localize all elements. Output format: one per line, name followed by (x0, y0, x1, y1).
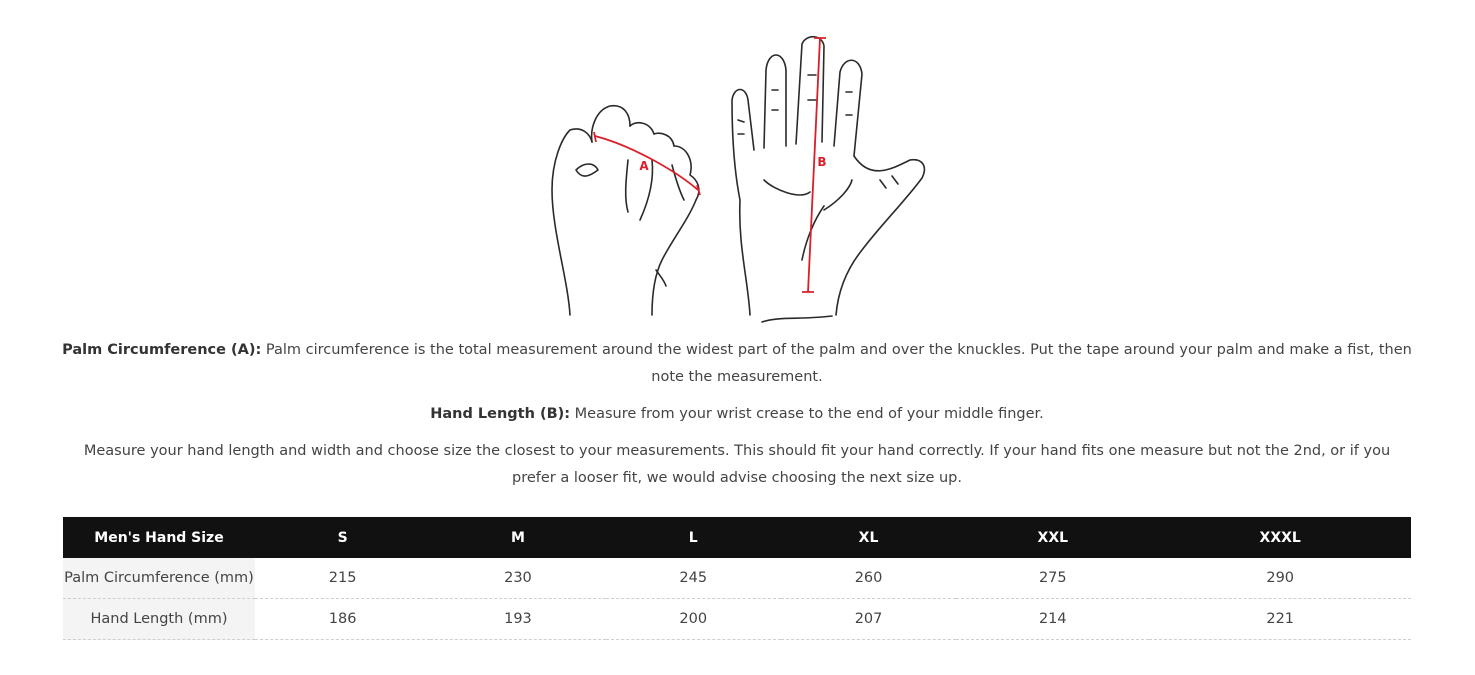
hand-length-info (62, 401, 1412, 428)
hands-drawing (540, 30, 940, 325)
label-b: B (817, 155, 827, 169)
table-cell: 207 (781, 599, 956, 640)
palm-circumference-info (62, 337, 1412, 391)
table-row (63, 558, 1411, 599)
table-cell: 260 (781, 558, 956, 599)
header-cell: XL (858, 529, 879, 546)
size-chart-table (63, 517, 1411, 640)
table-cell: 200 (606, 599, 781, 640)
header-cell: L (688, 529, 698, 546)
table-header-row (63, 517, 1411, 558)
palm-circumference-text: Palm circumference is the total measurement around the widest part of the palm and over the knuckles. Put the tape around your palm and make a fist, then note the measurement. (265, 342, 1412, 385)
row-label: Hand Length (mm) (63, 599, 255, 640)
hand-measurement-illustration (540, 30, 940, 325)
palm-circumference-title: Palm Circumference (A): (62, 342, 262, 358)
hand-length-text: Measure from your wrist crease to the end of your middle finger. (574, 406, 1044, 422)
table-row (63, 599, 1411, 640)
label-a: A (639, 159, 649, 173)
table-cell: 245 (606, 558, 781, 599)
fist-drawing (552, 106, 699, 315)
table-cell: 290 (1149, 558, 1411, 599)
header-cell: S (337, 529, 348, 546)
row-label: Palm Circumference (mm) (63, 558, 255, 599)
table-cell: 215 (255, 558, 430, 599)
table-cell: 230 (430, 558, 605, 599)
table-cell: 275 (956, 558, 1149, 599)
sizing-advice: Measure your hand length and width and choose size the closest to your measurements. This should fit your hand correctly. If your hand fits one measure but not the 2nd, or if you prefer a looser fit, we would advise choosing the next size up. (83, 443, 1391, 486)
open-hand-drawing (732, 37, 924, 322)
table-cell: 214 (956, 599, 1149, 640)
header-cell: M (510, 529, 525, 546)
table-cell: 221 (1149, 599, 1411, 640)
hand-length-title: Hand Length (B): (430, 406, 571, 422)
header-cell: XXL (1037, 529, 1069, 546)
table-cell: 193 (430, 599, 605, 640)
table-cell: 186 (255, 599, 430, 640)
header-cell: XXXL (1259, 529, 1301, 546)
header-cell: Men's Hand Size (94, 529, 224, 546)
measurement-instructions (62, 337, 1412, 502)
